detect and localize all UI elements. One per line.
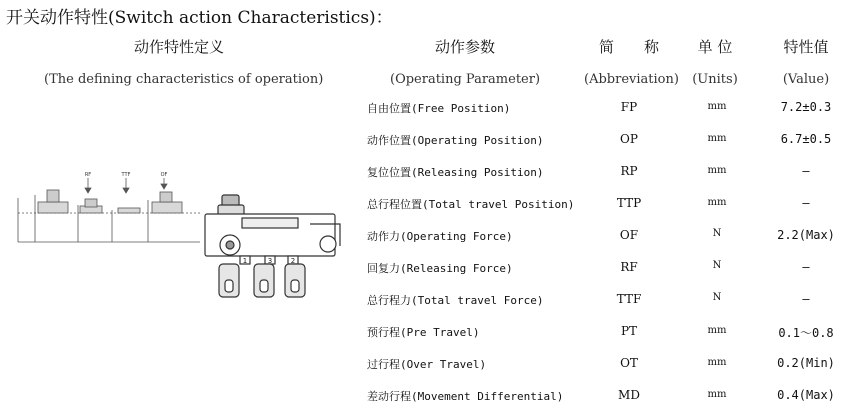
header-definition-en: (The defining characteristics of operation) [44,72,324,87]
header-abbreviation-zh: 简 称 [598,38,659,56]
page-title: 开关动作特性(Switch action Characteristics)： [6,8,393,28]
header-abbreviation-en: (Abbreviation) [584,72,679,87]
row-param-pt: 预行程(Pre Travel) [367,326,480,339]
row-param-ttp: 总行程位置(Total travel Position) [367,198,575,211]
force-label-rf: RF [84,172,92,178]
row-value-md: 0.4(Max) [777,388,835,402]
row-unit-rp: mm [707,165,727,176]
header-value [764,36,848,87]
header-unit-zh: 单 位 [697,38,733,56]
row-unit-rf: N [712,260,722,271]
terminal-label-3: 3 [267,257,273,265]
force-label-ttf: TTF [121,172,131,178]
row-param-ot: 过行程(Over Travel) [367,358,487,371]
row-param-rp: 复位位置(Releasing Position) [367,166,544,179]
row-param-op: 动作位置(Operating Position) [367,134,544,147]
row-param-ttf: 总行程力(Total travel Force) [367,294,544,307]
header-value-en: (Value) [782,72,830,87]
header-parameter-zh: 动作参数 [434,38,495,56]
row-abbr-ot: OT [620,356,638,370]
row-value-fp: 7.2±0.3 [780,100,832,114]
header-abbreviation [584,36,679,87]
row-value-op: 6.7±0.5 [780,132,832,146]
row-unit-of: N [712,228,722,239]
header-parameter-en: (Operating Parameter) [390,72,541,87]
row-abbr-rf: RF [620,260,638,274]
header-definition [44,36,324,87]
microswitch-drawing [205,195,340,297]
header-value-zh: 特性值 [783,38,829,56]
row-value-rp: — [802,164,810,178]
row-unit-fp: mm [707,101,727,112]
row-unit-pt: mm [707,325,727,336]
row-abbr-pt: PT [620,324,638,338]
row-value-pt: 0.1～0.8 [778,326,834,340]
row-unit-op: mm [707,133,727,144]
header-unit-en: (Units) [692,72,738,87]
row-value-ttp: — [802,196,810,210]
row-abbr-fp: FP [620,100,638,114]
row-abbr-of: OF [619,228,639,242]
force-label-of: OF [160,172,168,178]
header-definition-zh: 动作特性定义 [133,38,224,56]
row-param-rf: 回复力(Releasing Force) [367,262,513,275]
terminal-label-1: 1 [242,257,248,265]
row-abbr-ttp: TTP [616,196,642,210]
row-value-rf: — [802,260,810,274]
switch-diagram [10,150,360,310]
travel-positions-drawing [18,178,200,242]
row-abbr-op: OP [620,132,638,146]
row-abbr-ttf: TTF [616,292,642,306]
row-value-ttf: — [802,292,810,306]
row-param-fp: 自由位置(Free Position) [367,102,511,115]
row-abbr-rp: RP [620,164,638,178]
row-abbr-md: MD [618,388,640,402]
header-parameter [390,36,540,87]
row-param-md: 差动行程(Movement Differential) [367,390,564,403]
row-value-of: 2.2(Max) [777,228,835,242]
terminal-label-2: 2 [290,257,296,265]
row-param-of: 动作力(Operating Force) [367,230,513,243]
row-unit-md: mm [707,389,727,400]
header-unit [680,36,750,87]
row-unit-ttp: mm [707,197,727,208]
row-value-ot: 0.2(Min) [777,356,835,370]
row-unit-ttf: N [712,292,722,303]
row-unit-ot: mm [707,357,727,368]
